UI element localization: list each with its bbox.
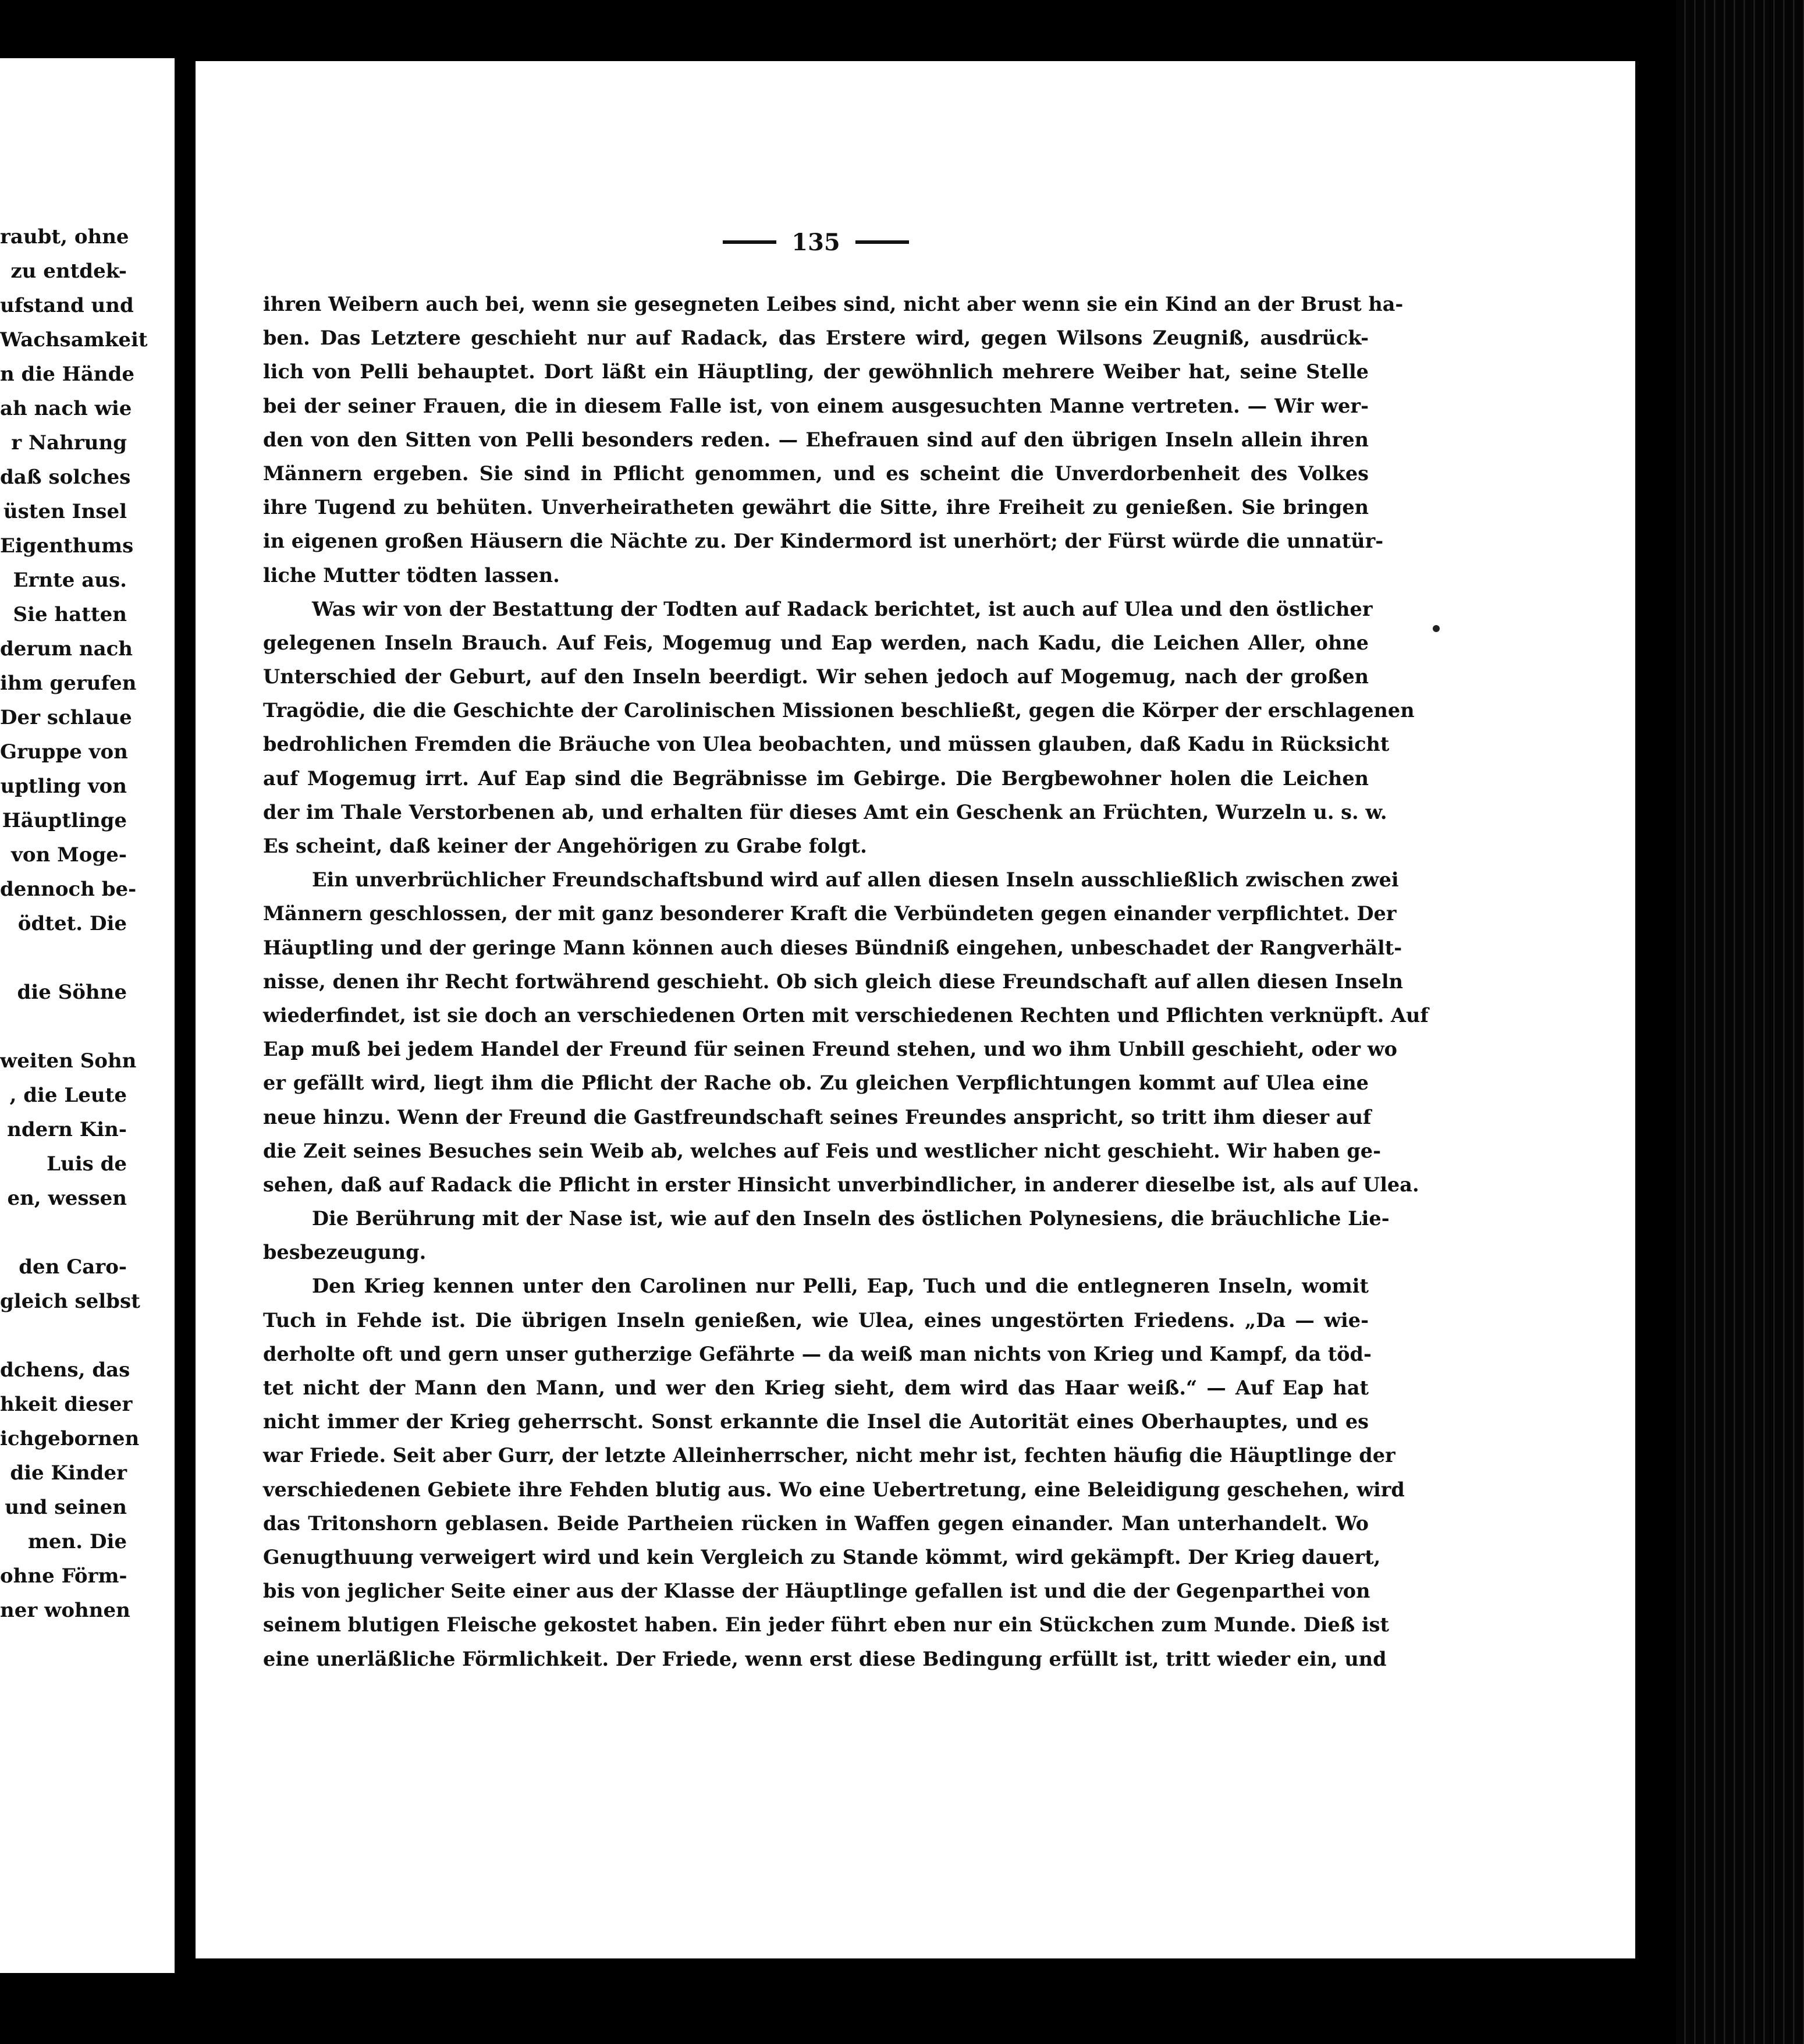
text-line: er gefällt wird, liegt ihm die Pflicht der Rache ob. Zu gleichen Verpflichtungen kommt auf Ulea eine bbox=[263, 1071, 1369, 1095]
left-page-line bbox=[0, 941, 127, 975]
left-page-line: derum nach bbox=[0, 637, 133, 661]
page-number: 135 bbox=[791, 228, 840, 256]
text-line: bis von jeglicher Seite einer aus der Klasse der Häuptlinge gefallen ist und die der Gegenparthei von bbox=[263, 1580, 1370, 1603]
left-page-line: , die Leute bbox=[9, 1084, 127, 1107]
left-page-line: Ernte aus. bbox=[13, 569, 127, 592]
text-line: Häuptling und der geringe Mann können auch dieses Bündniß eingehen, unbeschadet der Rangverhält- bbox=[263, 936, 1402, 959]
text-line: das Tritonshorn geblasen. Beide Partheien rücken in Waffen gegen einander. Man unterhandelt. Wo bbox=[263, 1511, 1369, 1535]
text-line: neue hinzu. Wenn der Freund die Gastfreundschaft seines Freundes anspricht, so tritt ihm dieser auf bbox=[263, 1105, 1372, 1129]
body-text bbox=[263, 288, 1429, 1676]
left-page-line: und seinen bbox=[5, 1496, 127, 1519]
left-page-line: gleich selbst bbox=[0, 1290, 140, 1313]
paragraph bbox=[263, 1269, 1405, 1676]
left-page-line: hkeit dieser bbox=[0, 1393, 133, 1416]
text-line: Eap muß bei jedem Handel der Freund für seinen Freund stehen, und wo ihm Unbill geschieht, oder wo bbox=[263, 1038, 1397, 1061]
text-line: besbezeugung. bbox=[263, 1241, 427, 1264]
text-line: war Friede. Seit aber Gurr, der letzte Alleinherrscher, nicht mehr ist, fechten häufig die Häuptlinge der bbox=[263, 1444, 1395, 1467]
text-line: Tuch in Fehde ist. Die übrigen Inseln genießen, wie Ulea, eines ungestörten Friedens. „Da — wie- bbox=[263, 1308, 1369, 1332]
left-page-line bbox=[0, 1010, 127, 1044]
text-line: eine unerläßliche Förmlichkeit. Der Friede, wenn erst diese Bedingung erfüllt ist, tritt wieder ein, und bbox=[263, 1647, 1387, 1670]
text-line: nisse, denen ihr Recht fortwährend geschieht. Ob sich gleich diese Freundschaft auf allen diesen Inseln bbox=[263, 970, 1403, 993]
text-line: auf Mogemug irrt. Auf Eap sind die Begräbnisse im Gebirge. Die Bergbewohner holen die Leichen bbox=[263, 766, 1369, 790]
text-line: Tragödie, die die Geschichte der Carolinischen Missionen beschließt, gegen die Körper der erschlagenen bbox=[263, 699, 1415, 722]
left-page-line: r Nahrung bbox=[11, 431, 127, 455]
left-page-line: Häuptlinge bbox=[2, 809, 127, 832]
paragraph bbox=[263, 1202, 1390, 1269]
text-line: wiederfindet, ist sie doch an verschiedenen Orten mit verschiedenen Rechten und Pflichten verknüpft. Auf bbox=[263, 1003, 1429, 1027]
text-line: Die Berührung mit der Nase ist, wie auf den Inseln des östlichen Polynesiens, die bräuchliche Lie- bbox=[312, 1207, 1390, 1230]
book-edge bbox=[1676, 0, 1804, 2044]
text-line: in eigenen großen Häusern die Nächte zu. Der Kindermord ist unerhört; der Fürst würde die unnatür- bbox=[263, 530, 1384, 553]
text-line: Genugthuung verweigert wird und kein Vergleich zu Stande kömmt, wird gekämpft. Der Krieg dauert, bbox=[263, 1545, 1381, 1569]
paragraph bbox=[263, 592, 1415, 864]
text-line: der im Thale Verstorbenen ab, und erhalten für dieses Amt ein Geschenk an Früchten, Wurzeln u. s. w. bbox=[263, 800, 1387, 824]
text-line: liche Mutter tödten lassen. bbox=[263, 563, 560, 587]
left-page-line: ichgebornen bbox=[0, 1427, 140, 1450]
left-page-line: üsten Insel bbox=[3, 500, 127, 523]
left-page-line: Der schlaue bbox=[0, 706, 132, 729]
text-line: derholte oft und gern unser gutherzige Gefährte — da weiß man nichts von Krieg und Kampf, da töd- bbox=[263, 1342, 1372, 1365]
header-dash-left bbox=[723, 240, 776, 244]
text-line: bei der seiner Frauen, die in diesem Falle ist, von einem ausgesuchten Manne vertreten. — Wir wer- bbox=[263, 394, 1369, 417]
text-line: lich von Pelli behauptet. Dort läßt ein Häuptling, der gewöhnlich mehrere Weiber hat, seine Stelle bbox=[263, 360, 1369, 384]
left-page-line: raubt, ohne bbox=[0, 225, 129, 249]
text-line: den von den Sitten von Pelli besonders reden. — Ehefrauen sind auf den übrigen Inseln allein ihren bbox=[263, 428, 1369, 451]
text-line: sehen, daß auf Radack die Pflicht in erster Hinsicht unverbindlicher, in anderer dieselbe ist, als auf Ulea. bbox=[263, 1173, 1419, 1196]
text-line: Männern ergeben. Sie sind in Pflicht genommen, und es scheint die Unverdorbenheit des Volkes bbox=[263, 462, 1369, 485]
left-page-line: Sie hatten bbox=[13, 603, 127, 626]
left-page-line: men. Die bbox=[27, 1530, 127, 1553]
left-page-line: ah nach wie bbox=[0, 397, 132, 420]
left-page-line bbox=[0, 1216, 127, 1250]
text-line: Es scheint, daß keiner der Angehörigen zu Grabe folgt. bbox=[263, 835, 867, 857]
left-page-line: ufstand und bbox=[0, 294, 134, 317]
text-line: ihren Weibern auch bei, wenn sie gesegneten Leibes sind, nicht aber wenn sie ein Kind an der Brust ha- bbox=[263, 293, 1404, 315]
text-line: ihre Tugend zu behüten. Unverheiratheten gewährt die Sitte, ihre Freiheit zu genießen. Sie bringen bbox=[263, 496, 1369, 519]
left-page-line: Eigenthums bbox=[0, 534, 134, 558]
text-line: seinem blutigen Fleische gekostet haben. Ein jeder führt eben nur ein Stückchen zum Munde. Dieß ist bbox=[263, 1613, 1390, 1637]
left-page-line: ner wohnen bbox=[0, 1599, 130, 1622]
text-line: tet nicht der Mann den Mann, und wer den Krieg sieht, dem wird das Haar weiß.“ — Auf Eap hat bbox=[263, 1376, 1369, 1399]
left-page-line: Wachsamkeit bbox=[0, 328, 148, 352]
text-line: ben. Das Letztere geschieht nur auf Radack, das Erstere wird, gegen Wilsons Zeugniß, ausdrück- bbox=[263, 327, 1369, 350]
paragraph bbox=[263, 288, 1404, 592]
left-page-line: daß solches bbox=[0, 466, 131, 489]
left-page-line bbox=[0, 1319, 127, 1353]
text-line: Den Krieg kennen unter den Carolinen nur Pelli, Eap, Tuch und die entlegneren Inseln, womit bbox=[312, 1275, 1369, 1298]
left-page-line: Gruppe von bbox=[0, 740, 128, 764]
text-line: bedrohlichen Fremden die Bräuche von Ulea beobachten, und müssen glauben, daß Kadu in Rücksicht bbox=[263, 733, 1390, 756]
left-page-line: ödtet. Die bbox=[17, 912, 127, 935]
left-page-line: uptling von bbox=[0, 775, 127, 798]
scan-speck bbox=[1433, 625, 1440, 632]
left-page-text bbox=[0, 220, 148, 1628]
left-page-line: dennoch be- bbox=[0, 878, 137, 901]
text-line: Ein unverbrüchlicher Freundschaftsbund wird auf allen diesen Inseln ausschließlich zwischen zwei bbox=[312, 868, 1399, 892]
left-page-line: die Kinder bbox=[10, 1461, 127, 1485]
left-page-line: weiten Sohn bbox=[0, 1049, 137, 1073]
left-page-line: die Söhne bbox=[17, 981, 127, 1004]
left-page-line: en, wessen bbox=[7, 1187, 127, 1210]
page-header bbox=[717, 226, 915, 258]
text-line: die Zeit seines Besuches sein Weib ab, welches auf Feis und westlicher nicht geschieht. Wir haben ge- bbox=[263, 1139, 1381, 1162]
left-page-line: n die Hände bbox=[0, 363, 134, 386]
left-page-line: ohne Förm- bbox=[0, 1564, 127, 1588]
text-line: gelegenen Inseln Brauch. Auf Feis, Mogemug und Eap werden, nach Kadu, die Leichen Aller, ohne bbox=[263, 631, 1369, 654]
paragraph bbox=[263, 863, 1429, 1202]
text-line: Männern geschlossen, der mit ganz besonderer Kraft die Verbündeten gegen einander verpflichtet. Der bbox=[263, 902, 1397, 925]
left-page-line: den Caro- bbox=[19, 1255, 127, 1279]
header-dash-right bbox=[855, 240, 909, 244]
text-line: nicht immer der Krieg geherrscht. Sonst erkannte die Insel die Autorität eines Oberhauptes, und es bbox=[263, 1410, 1369, 1433]
left-page-line: von Moge- bbox=[11, 843, 127, 867]
left-page-line: ndern Kin- bbox=[7, 1118, 127, 1141]
text-line: Unterschied der Geburt, auf den Inseln beerdigt. Wir sehen jedoch auf Mogemug, nach der großen bbox=[263, 665, 1369, 689]
text-line: Was wir von der Bestattung der Todten auf Radack berichtet, ist auch auf Ulea und den östlicher bbox=[312, 597, 1373, 620]
text-line: verschiedenen Gebiete ihre Fehden blutig aus. Wo eine Uebertretung, eine Beleidigung geschehen, wird bbox=[263, 1478, 1405, 1501]
left-page-line: ihm gerufen bbox=[0, 672, 137, 695]
left-page-line: zu entdek- bbox=[10, 260, 127, 283]
left-page-line: Luis de bbox=[47, 1152, 127, 1176]
left-page-line: dchens, das bbox=[0, 1358, 130, 1382]
